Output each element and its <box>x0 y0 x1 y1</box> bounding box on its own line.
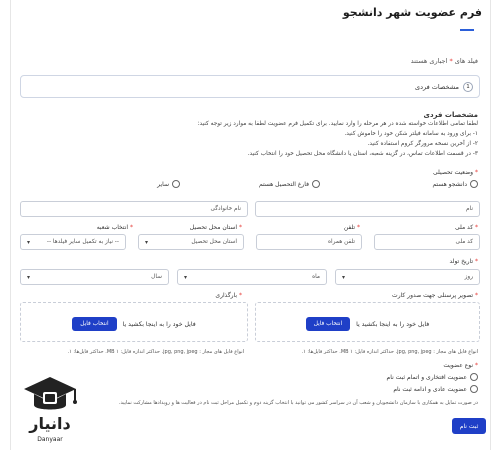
upload-label: * بارگذاری <box>215 292 242 299</box>
submit-button[interactable]: ثبت نام <box>452 418 486 434</box>
required-note-suffix: اجباری هستند <box>410 57 448 65</box>
branch-label: * انتخاب شعبه <box>96 224 133 231</box>
radio-other[interactable]: سایر <box>157 180 180 188</box>
radio-graduate[interactable]: فارغ التحصیل هستم <box>259 180 320 188</box>
title-underline <box>460 29 474 31</box>
dropzone-text: فایل خود را به اینجا بکشید یا <box>356 320 430 328</box>
instruction-line: لطفا تمامی اطلاعات خواسته شده در هر مرحله را وارد نمایید. برای تکمیل فرم عضویت لطفا به موارد زیر توجه کنید: <box>197 121 478 127</box>
birth-month-select[interactable]: ماه ▾ <box>177 269 327 285</box>
radio-regular-membership[interactable]: عضویت عادی و ادامه ثبت نام <box>393 385 478 393</box>
radio-honorary-membership[interactable]: عضویت افتخاری و اتمام ثبت نام <box>387 373 478 381</box>
required-note <box>411 57 478 65</box>
phone-label: * تلفن <box>343 224 360 231</box>
branch-select[interactable]: -- نیاز به تکمیل سایر فیلدها -- ▾ <box>20 234 126 250</box>
chevron-down-icon: ▾ <box>342 273 346 281</box>
page-title: فرم عضویت شهر دانشجو <box>342 6 482 19</box>
section-title: مشخصات فردی <box>423 111 478 119</box>
choose-file-button[interactable]: انتخاب فایل <box>72 317 116 331</box>
required-star: * <box>449 57 453 65</box>
choose-file-button[interactable]: انتخاب فایل <box>306 317 350 331</box>
step-indicator <box>20 75 480 98</box>
province-select[interactable]: استان محل تحصیل ▾ <box>138 234 244 250</box>
upload-dropzone[interactable] <box>20 302 248 342</box>
step-label: مشخصات فردی <box>415 83 459 91</box>
graduation-cap-icon <box>24 377 77 410</box>
instruction-line: ۱- برای ورود به سامانه فیلتر شکن خود را خاموش کنید. <box>344 131 478 137</box>
membership-type-label: * نوع عضویت <box>443 362 478 369</box>
frame-right-border <box>490 0 491 450</box>
radio-button[interactable] <box>470 373 478 381</box>
instruction-line: ۳- در قسمت اطلاعات تماس، در گزینه شعبه، استان یا دانشگاه محل تحصیل خود را انتخاب کنید. <box>247 151 478 157</box>
education-status-label: * وضعیت تحصیلی <box>433 169 478 176</box>
card-photo-label: * تصویر پرسنلی جهت صدور کارت <box>392 292 478 299</box>
chevron-down-icon: ▾ <box>27 273 31 281</box>
birth-day-select[interactable]: روز ▾ <box>335 269 480 285</box>
logo-text-en: Danyaar <box>37 436 63 443</box>
logo-text-fa: دانیار <box>29 414 71 433</box>
radio-button[interactable] <box>470 180 478 188</box>
danyaar-logo <box>14 373 86 445</box>
dropzone-text: فایل خود را به اینجا بکشید یا <box>122 320 196 328</box>
radio-button[interactable] <box>312 180 320 188</box>
first-name-input[interactable]: نام <box>255 201 480 217</box>
national-code-input[interactable]: کد ملی <box>374 234 480 250</box>
last-name-input[interactable]: نام خانوادگی <box>20 201 248 217</box>
card-photo-hint: انواع فایل های مجاز : jpg, png, jpeg. حداکثر اندازه فایل: ۱ MB. حداکثر فایل‌ها: ۱. <box>301 349 478 355</box>
chevron-down-icon: ▾ <box>145 238 149 246</box>
membership-note: در صورت تمایل به همکاری با سازمان دانشجویان و شعب آن در سراسر کشور می توانید با انتخاب گزینه دوم و تکمیل مراحل ثبت نام در فعالیت ها و رویدادها مشارکت نمایید. <box>118 400 478 406</box>
chevron-down-icon: ▾ <box>27 238 31 246</box>
radio-button[interactable] <box>172 180 180 188</box>
step-number: 1 <box>463 82 473 92</box>
card-photo-dropzone[interactable] <box>255 302 480 342</box>
province-label: * استان محل تحصیل <box>189 224 242 231</box>
instruction-line: ۲- از آخرین نسخه مرورگر کروم استفاده کنید. <box>367 141 478 147</box>
birth-year-select[interactable]: سال ▾ <box>20 269 169 285</box>
required-star: * <box>475 169 478 176</box>
radio-button[interactable] <box>470 385 478 393</box>
national-code-label: * کد ملی <box>454 224 478 231</box>
required-note-prefix: فیلد های <box>454 57 478 65</box>
radio-student[interactable]: دانشجو هستم <box>432 180 478 188</box>
frame-left-border <box>10 0 11 450</box>
upload-hint: انواع فایل های مجاز : jpg, png, jpeg. حداکثر اندازه فایل: ۱ MB. حداکثر فایل‌ها: ۱. <box>67 349 244 355</box>
birth-date-label: * تاریخ تولد <box>449 258 478 265</box>
phone-input[interactable]: تلفن همراه <box>256 234 362 250</box>
chevron-down-icon: ▾ <box>184 273 188 281</box>
